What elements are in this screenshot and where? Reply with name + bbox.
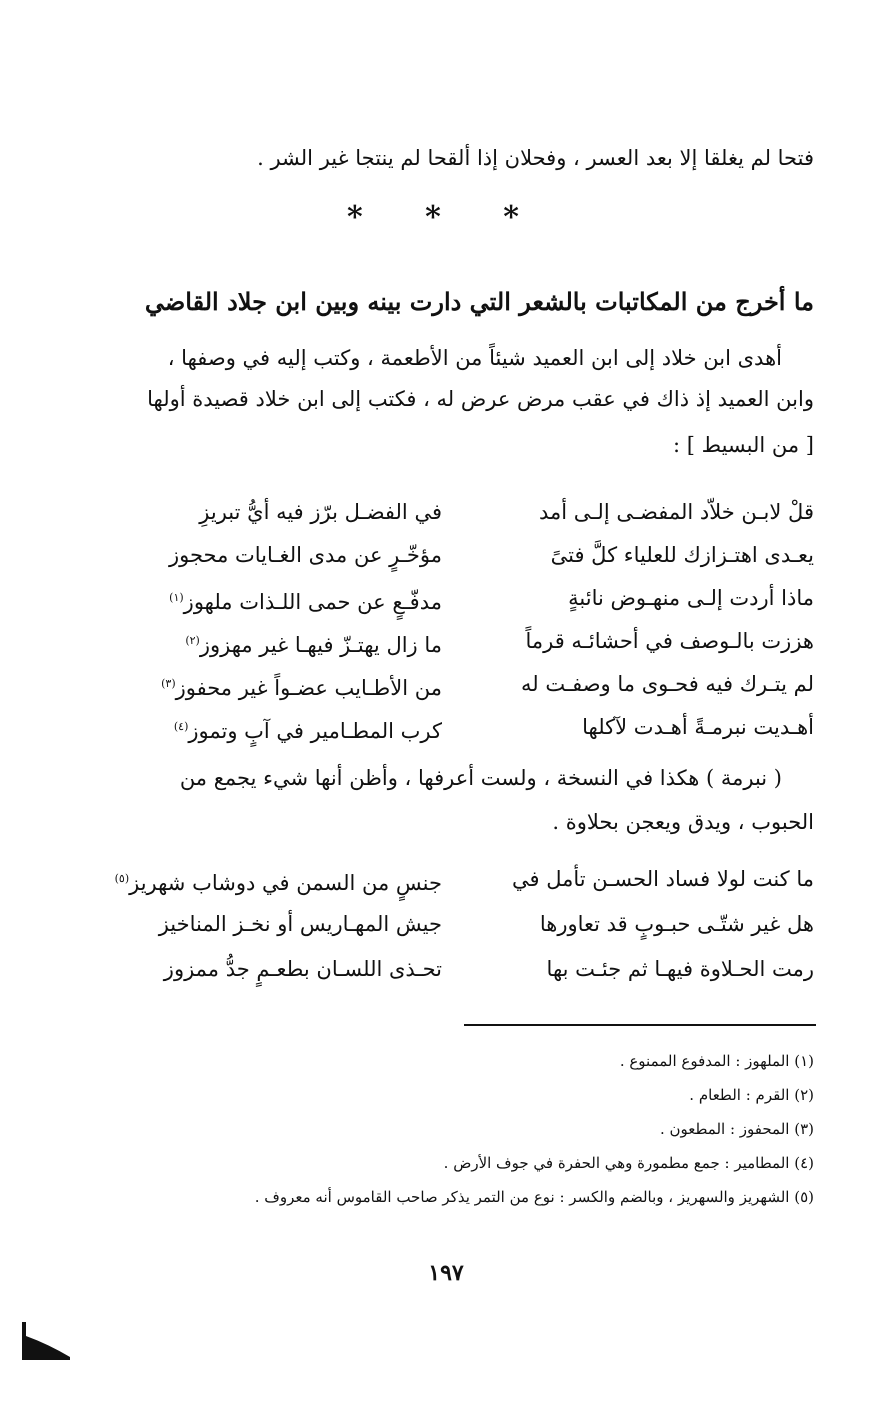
verse-second-hemistich: تحـذى اللسـان بطعـمٍ جدُّ ممزوز	[163, 957, 442, 981]
verse-row	[94, 623, 814, 663]
verse-text: جنسٍ من السمن في دوشاب شهريز	[129, 871, 442, 895]
verse-first-hemistich: ماذا أردت إلـى منهـوض نائبةٍ	[568, 586, 814, 610]
footnote-3: (٣) المحفوز : المطعون .	[659, 1120, 814, 1138]
verse-second-hemistich	[112, 709, 442, 749]
verse-second-hemistich	[112, 580, 442, 620]
verse-row	[94, 709, 814, 749]
section-separator: * * *	[347, 200, 545, 235]
footnote-marker: (٥)	[114, 872, 130, 885]
verse-second-hemistich: في الفضـل برّز فيه أيُّ تبريزِ	[199, 500, 442, 524]
verse-first-hemistich: قلْ لابـن خلاّد المفضـى إلـى أمد	[539, 500, 814, 524]
verse-second-hemistich	[112, 623, 442, 663]
verse-first-hemistich: هززت بالـوصف في أحشائـه قرماً	[525, 629, 814, 653]
verse-first-hemistich: رمت الحـلاوة فيهـا ثم جئـت بها	[546, 957, 814, 981]
mid-note-line-1: ( نبرمة ) هكذا في النسخة ، ولست أعرفها ، وأظن أنها شيء يجمع من	[179, 766, 782, 790]
verse-row	[94, 861, 814, 901]
verse-second-hemistich	[112, 861, 442, 901]
footnote-marker: (٣)	[161, 677, 176, 690]
verse-first-hemistich: ما كنت لولا فساد الحسـن تأمل في	[512, 867, 814, 891]
verse-row	[94, 580, 814, 620]
top-line: فتحا لم يغلقا إلا بعد العسر ، وفحلان إذا ألقحا لم ينتجا غير الشر .	[257, 146, 814, 170]
verse-first-hemistich: هل غير شتّـى حبـوبٍ قد تعاورها	[539, 912, 814, 936]
footnote-marker: (١)	[169, 591, 184, 604]
footnote-2: (٢) القرم : الطعام .	[689, 1086, 814, 1104]
verse-first-hemistich: يعـدى اهتـزازك للعلياء كلَّ فتىً	[550, 543, 814, 567]
verse-second-hemistich: جيش المهـاريس أو نخـز المناخيز	[158, 912, 442, 936]
verse-text: مدفّـعٍ عن حمى اللـذات ملهوز	[183, 590, 442, 614]
footnote-5: (٥) الشهريز والسهريز ، وبالضم والكسر : نوع من التمر يذكر صاحب القاموس أنه معروف .	[254, 1188, 814, 1206]
page-number: ١٩٧	[428, 1260, 464, 1286]
footnote-4: (٤) المطامير : جمع مطمورة وهي الحفرة في جوف الأرض .	[443, 1154, 814, 1172]
verse-second-hemistich	[112, 666, 442, 706]
verse-first-hemistich: أهـديت نبرمـةً أهـدت لآكلها	[582, 715, 814, 739]
verse-second-hemistich: مؤخّـرٍ عن مدى الغـايات محجوز	[168, 543, 442, 567]
verse-text: من الأطـايب عضـواً غير محفوز	[175, 676, 442, 700]
verse-text: ما زال يهتـزّ فيهـا غير مهزوز	[199, 633, 442, 657]
verse-row	[94, 906, 814, 946]
verse-row	[94, 537, 814, 577]
footnote-marker: (٢)	[185, 634, 200, 647]
verse-row	[94, 951, 814, 991]
footnote-marker: (٤)	[173, 720, 189, 733]
verse-row	[94, 494, 814, 534]
intro-line-2: وابن العميد إذ ذاك في عقب مرض عرض له ، فكتب إلى ابن خلاد قصيدة أولها	[147, 387, 814, 411]
verse-first-hemistich: لم يتـرك فيه فحـوى ما وصفـت له	[521, 672, 814, 696]
intro-line-1: أهدى ابن خلاد إلى ابن العميد شيئاً من الأطعمة ، وكتب إليه في وصفها ،	[167, 346, 782, 370]
mid-note-line-2: الحبوب ، ويدق ويعجن بحلاوة .	[552, 810, 814, 834]
section-heading: ما أخرج من المكاتبات بالشعر التي دارت بينه وبين ابن جلاد القاضي	[144, 287, 814, 316]
verse-text: كرب المطـامير في آبٍ وتموز	[188, 719, 442, 743]
footnote-1: (١) الملهوز : المدفوع الممنوع .	[619, 1052, 814, 1070]
intro-line-3: [ من البسيط ] :	[673, 433, 814, 457]
verse-row	[94, 666, 814, 706]
corner-crop-mark-icon	[20, 1320, 72, 1362]
footnote-separator-rule	[464, 1024, 816, 1026]
